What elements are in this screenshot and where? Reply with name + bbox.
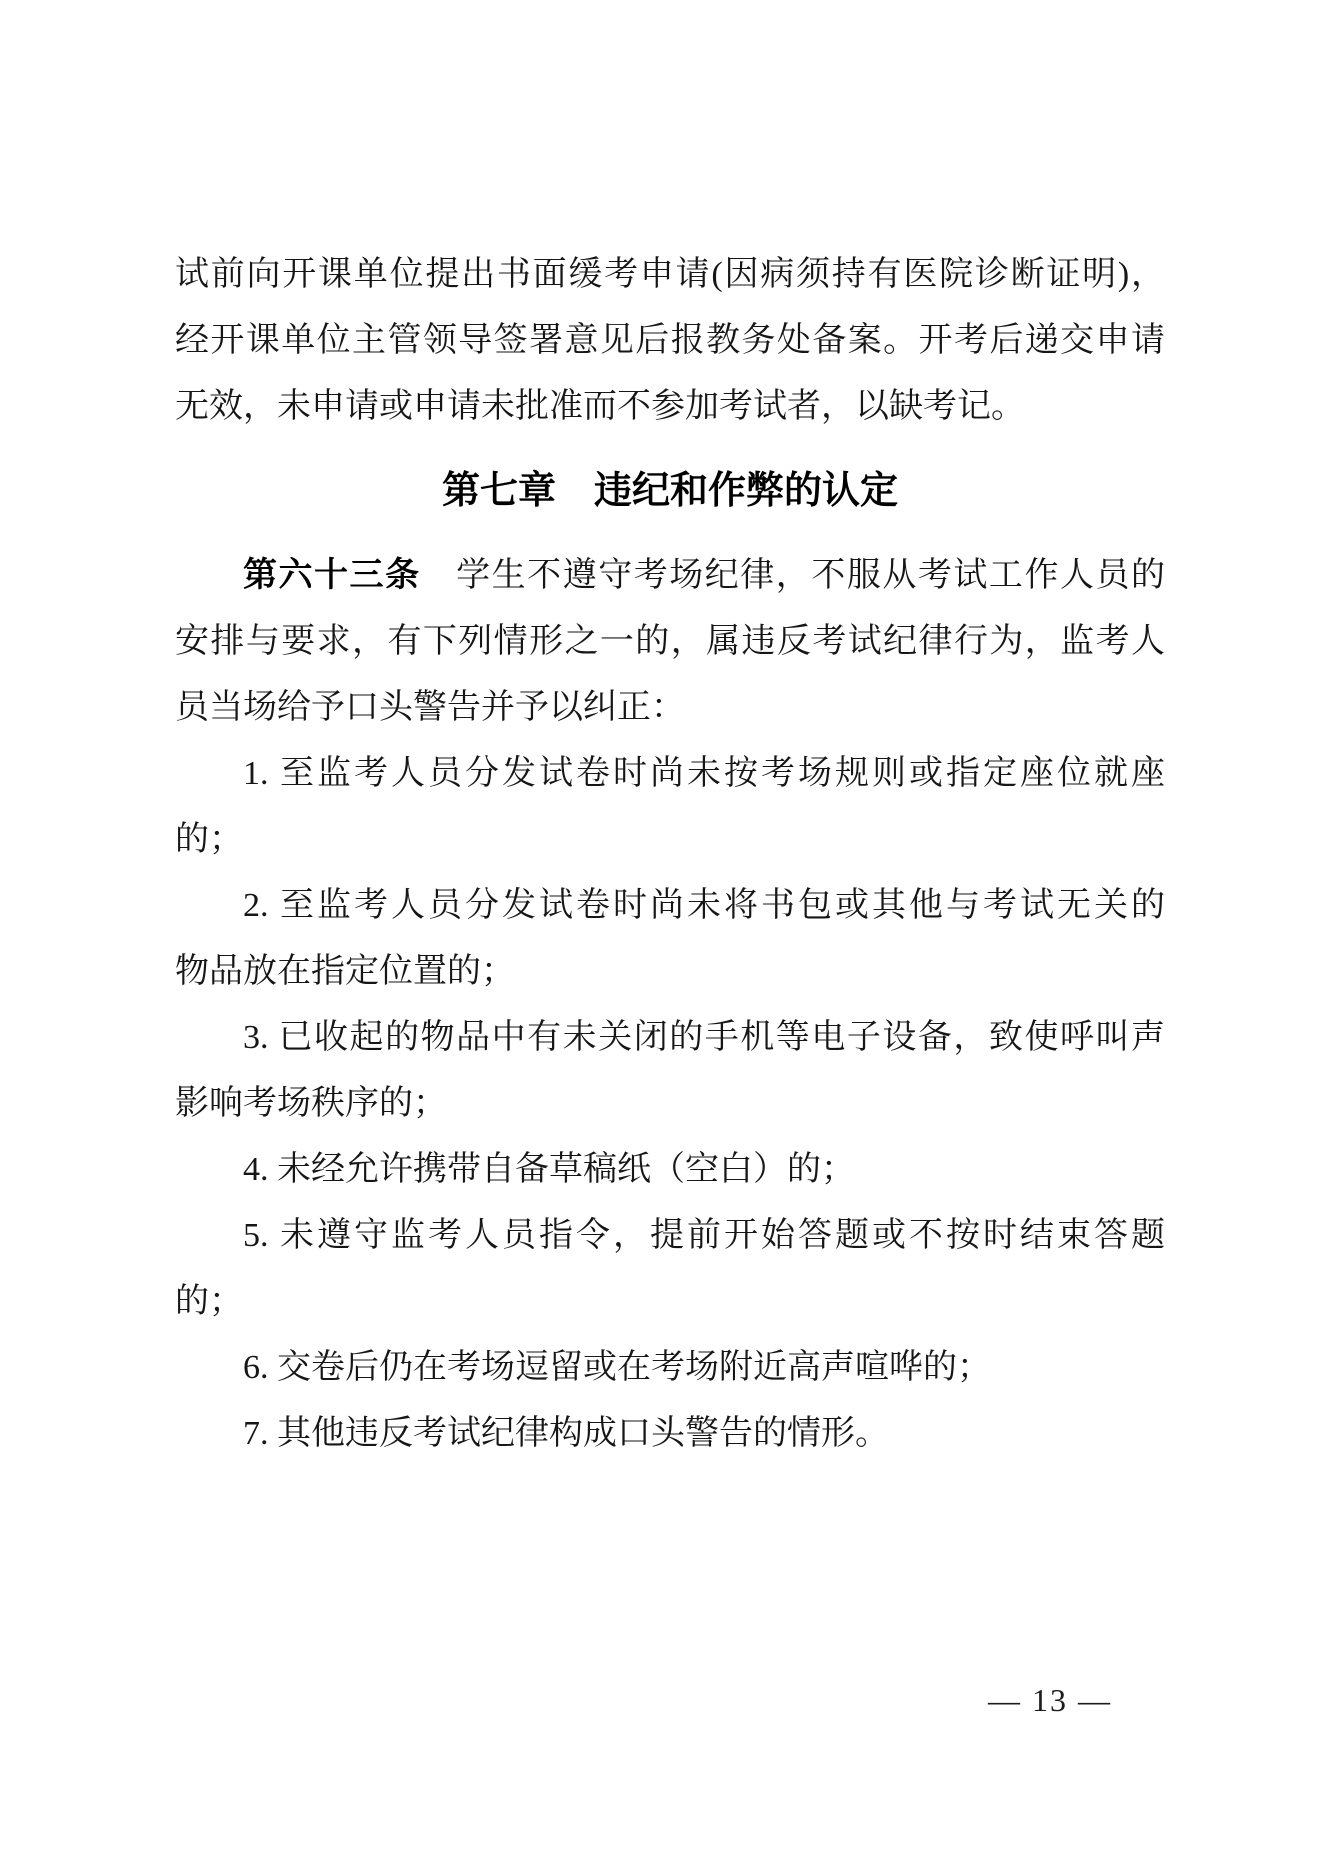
list-item-line: 3. 已收起的物品中有未关闭的手机等电子设备，致使呼叫声 — [243, 1019, 1165, 1056]
paragraph-line: 经开课单位主管领导签署意见后报教务处备案。开考后递交申请 — [175, 322, 1165, 359]
list-item-line: 的； — [175, 821, 243, 858]
list-item-line: 2. 至监考人员分发试卷时尚未将书包或其他与考试无关的 — [243, 887, 1165, 924]
article-line: 员当场给予口头警告并予以纠正： — [175, 689, 685, 726]
list-item-line: 影响考场秩序的； — [175, 1085, 447, 1122]
article-first-line — [175, 542, 1165, 609]
list-item-line: 的； — [175, 1283, 243, 1320]
article-first-line-text: 学生不遵守考场纪律，不服从考试工作人员的 — [420, 557, 1166, 594]
list-item-line: 7. 其他违反考试纪律构成口头警告的情形。 — [243, 1415, 889, 1452]
article-line: 安排与要求，有下列情形之一的，属违反考试纪律行为，监考人 — [175, 623, 1165, 660]
list-item-line: 1. 至监考人员分发试卷时尚未按考场规则或指定座位就座 — [243, 755, 1165, 792]
list-item-line: 5. 未遵守监考人员指令，提前开始答题或不按时结束答题 — [243, 1217, 1165, 1254]
article-number: 第六十三条 — [243, 556, 421, 594]
chapter-heading: 第七章 违纪和作弊的认定 — [441, 470, 898, 512]
list-item-line: 物品放在指定位置的； — [175, 953, 515, 990]
page-number: — 13 — — [988, 1682, 1112, 1718]
list-item-line: 4. 未经允许携带自备草稿纸（空白）的； — [243, 1151, 855, 1188]
list-item-line: 6. 交卷后仍在考场逗留或在考场附近高声喧哗的； — [243, 1349, 991, 1386]
paragraph-line: 试前向开课单位提出书面缓考申请(因病须持有医院诊断证明)， — [175, 256, 1165, 293]
document-body — [175, 242, 1165, 1467]
paragraph-line: 无效，未申请或申请未批准而不参加考试者，以缺考记。 — [175, 388, 1025, 425]
